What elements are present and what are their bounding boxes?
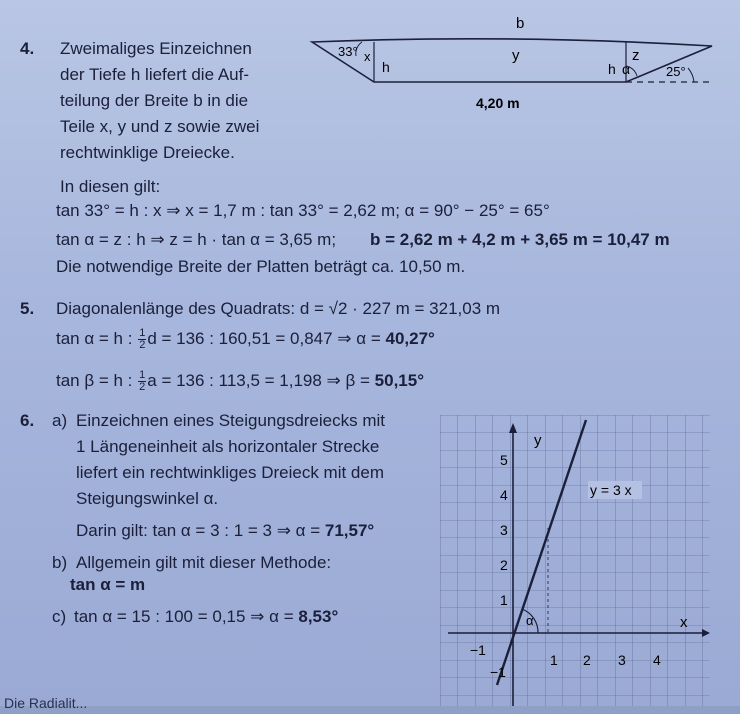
y-tick: 3 (500, 522, 508, 538)
label-y: y (512, 47, 520, 64)
label-h-right: h (608, 61, 616, 77)
result-alpha: 40,27° (385, 329, 435, 348)
y-tick: 5 (500, 452, 508, 468)
label-angle-25: 25° (666, 64, 686, 79)
line-label: y = 3 x (590, 482, 632, 498)
fraction-one-half: $\frac{1}{2}$ (139, 369, 146, 394)
problem-4-conclusion: Die notwendige Breite der Platten beträgt ca. 10,50 m. (56, 257, 466, 276)
graph-grid (440, 415, 710, 706)
part-b-line: Allgemein gilt mit dieser Methode: (76, 553, 332, 572)
label-h-left: h (382, 59, 390, 75)
fraction-one-half: $\frac{1}{2}$ (139, 327, 146, 352)
part-b-formula: tan α = m (70, 575, 146, 594)
part-a-line: Steigungswinkel α. (76, 489, 219, 508)
x-tick: −1 (470, 642, 486, 658)
problem-5-number: 5. (20, 299, 35, 318)
label-bottom-length: 4,20 m (476, 95, 520, 111)
trapezoid-figure (300, 8, 720, 118)
part-c-line: tan α = 15 : 100 = 0,15 ⇒ α = 8,53° (74, 607, 339, 626)
y-tick: 4 (500, 487, 508, 503)
y-tick: −1 (490, 664, 506, 680)
problem-4-text-line: rechtwinklige Dreiecke. (60, 143, 235, 162)
label-x: x (364, 49, 371, 64)
problem-4-text-line: In diesen gilt: (60, 177, 161, 196)
problem-4-equation-1: tan 33° = h : x ⇒ x = 1,7 m : tan 33° = 2,62 m; α = 90° − 25° = 65° (56, 201, 550, 220)
problem-4-text-line: teilung der Breite b in die (60, 91, 249, 110)
y-tick: 1 (500, 592, 508, 608)
y-tick: 2 (500, 557, 508, 573)
problem-5-line-3: tan β = h : $\frac{1}{2}$ a = 136 : 113,5 = 1,198 ⇒ β = 50,15° (56, 369, 425, 394)
part-a-line: 1 Längeneinheit als horizontaler Strecke (76, 437, 380, 456)
problem-4-equation-2b: b = 2,62 m + 4,2 m + 3,65 m = 10,47 m (370, 230, 670, 249)
slope-graph (440, 415, 710, 706)
part-b-label: b) (52, 553, 68, 572)
part-a-line: Einzeichnen eines Steigungsdreiecks mit (76, 411, 386, 430)
part-c-label: c) (52, 607, 67, 626)
label-z: z (632, 47, 640, 64)
result-beta: 50,15° (374, 371, 425, 390)
y-axis-label: y (534, 432, 542, 449)
problem-6-number: 6. (20, 411, 35, 430)
problem-4-number: 4. (20, 39, 35, 58)
x-axis-label: x (680, 614, 688, 631)
graph-alpha-label: α (526, 613, 534, 628)
label-alpha: α (622, 61, 631, 77)
label-b: b (516, 15, 525, 32)
label-angle-33: 33° (338, 44, 358, 59)
part-a-label: a) (52, 411, 68, 430)
part-a-result: Darin gilt: tan α = 3 : 1 = 3 ⇒ α = 71,57° (76, 521, 375, 540)
problem-4-equation-2a: tan α = z : h ⇒ z = h · tan α = 3,65 m; (56, 230, 337, 249)
footer-fragment: Die Radialit... (4, 695, 88, 711)
problem-4-text-line: Zweimaliges Einzeichnen (60, 39, 252, 58)
problem-4-text-line: Teile x, y und z sowie zwei (60, 117, 260, 136)
problem-4-text-line: der Tiefe h liefert die Auf- (60, 65, 249, 84)
x-tick: 3 (618, 652, 626, 668)
problem-5-line-2: tan α = h : $\frac{1}{2}$ d = 136 : 160,51 = 0,847 ⇒ α = 40,27° (56, 327, 435, 352)
x-tick: 4 (653, 652, 661, 668)
part-a-line: liefert ein rechtwinkliges Dreieck mit dem (76, 463, 384, 482)
problem-5-line-1: Diagonalenlänge des Quadrats: d = √2 · 227 m = 321,03 m (56, 299, 501, 318)
x-tick: 2 (583, 652, 591, 668)
x-tick: 1 (550, 652, 558, 668)
